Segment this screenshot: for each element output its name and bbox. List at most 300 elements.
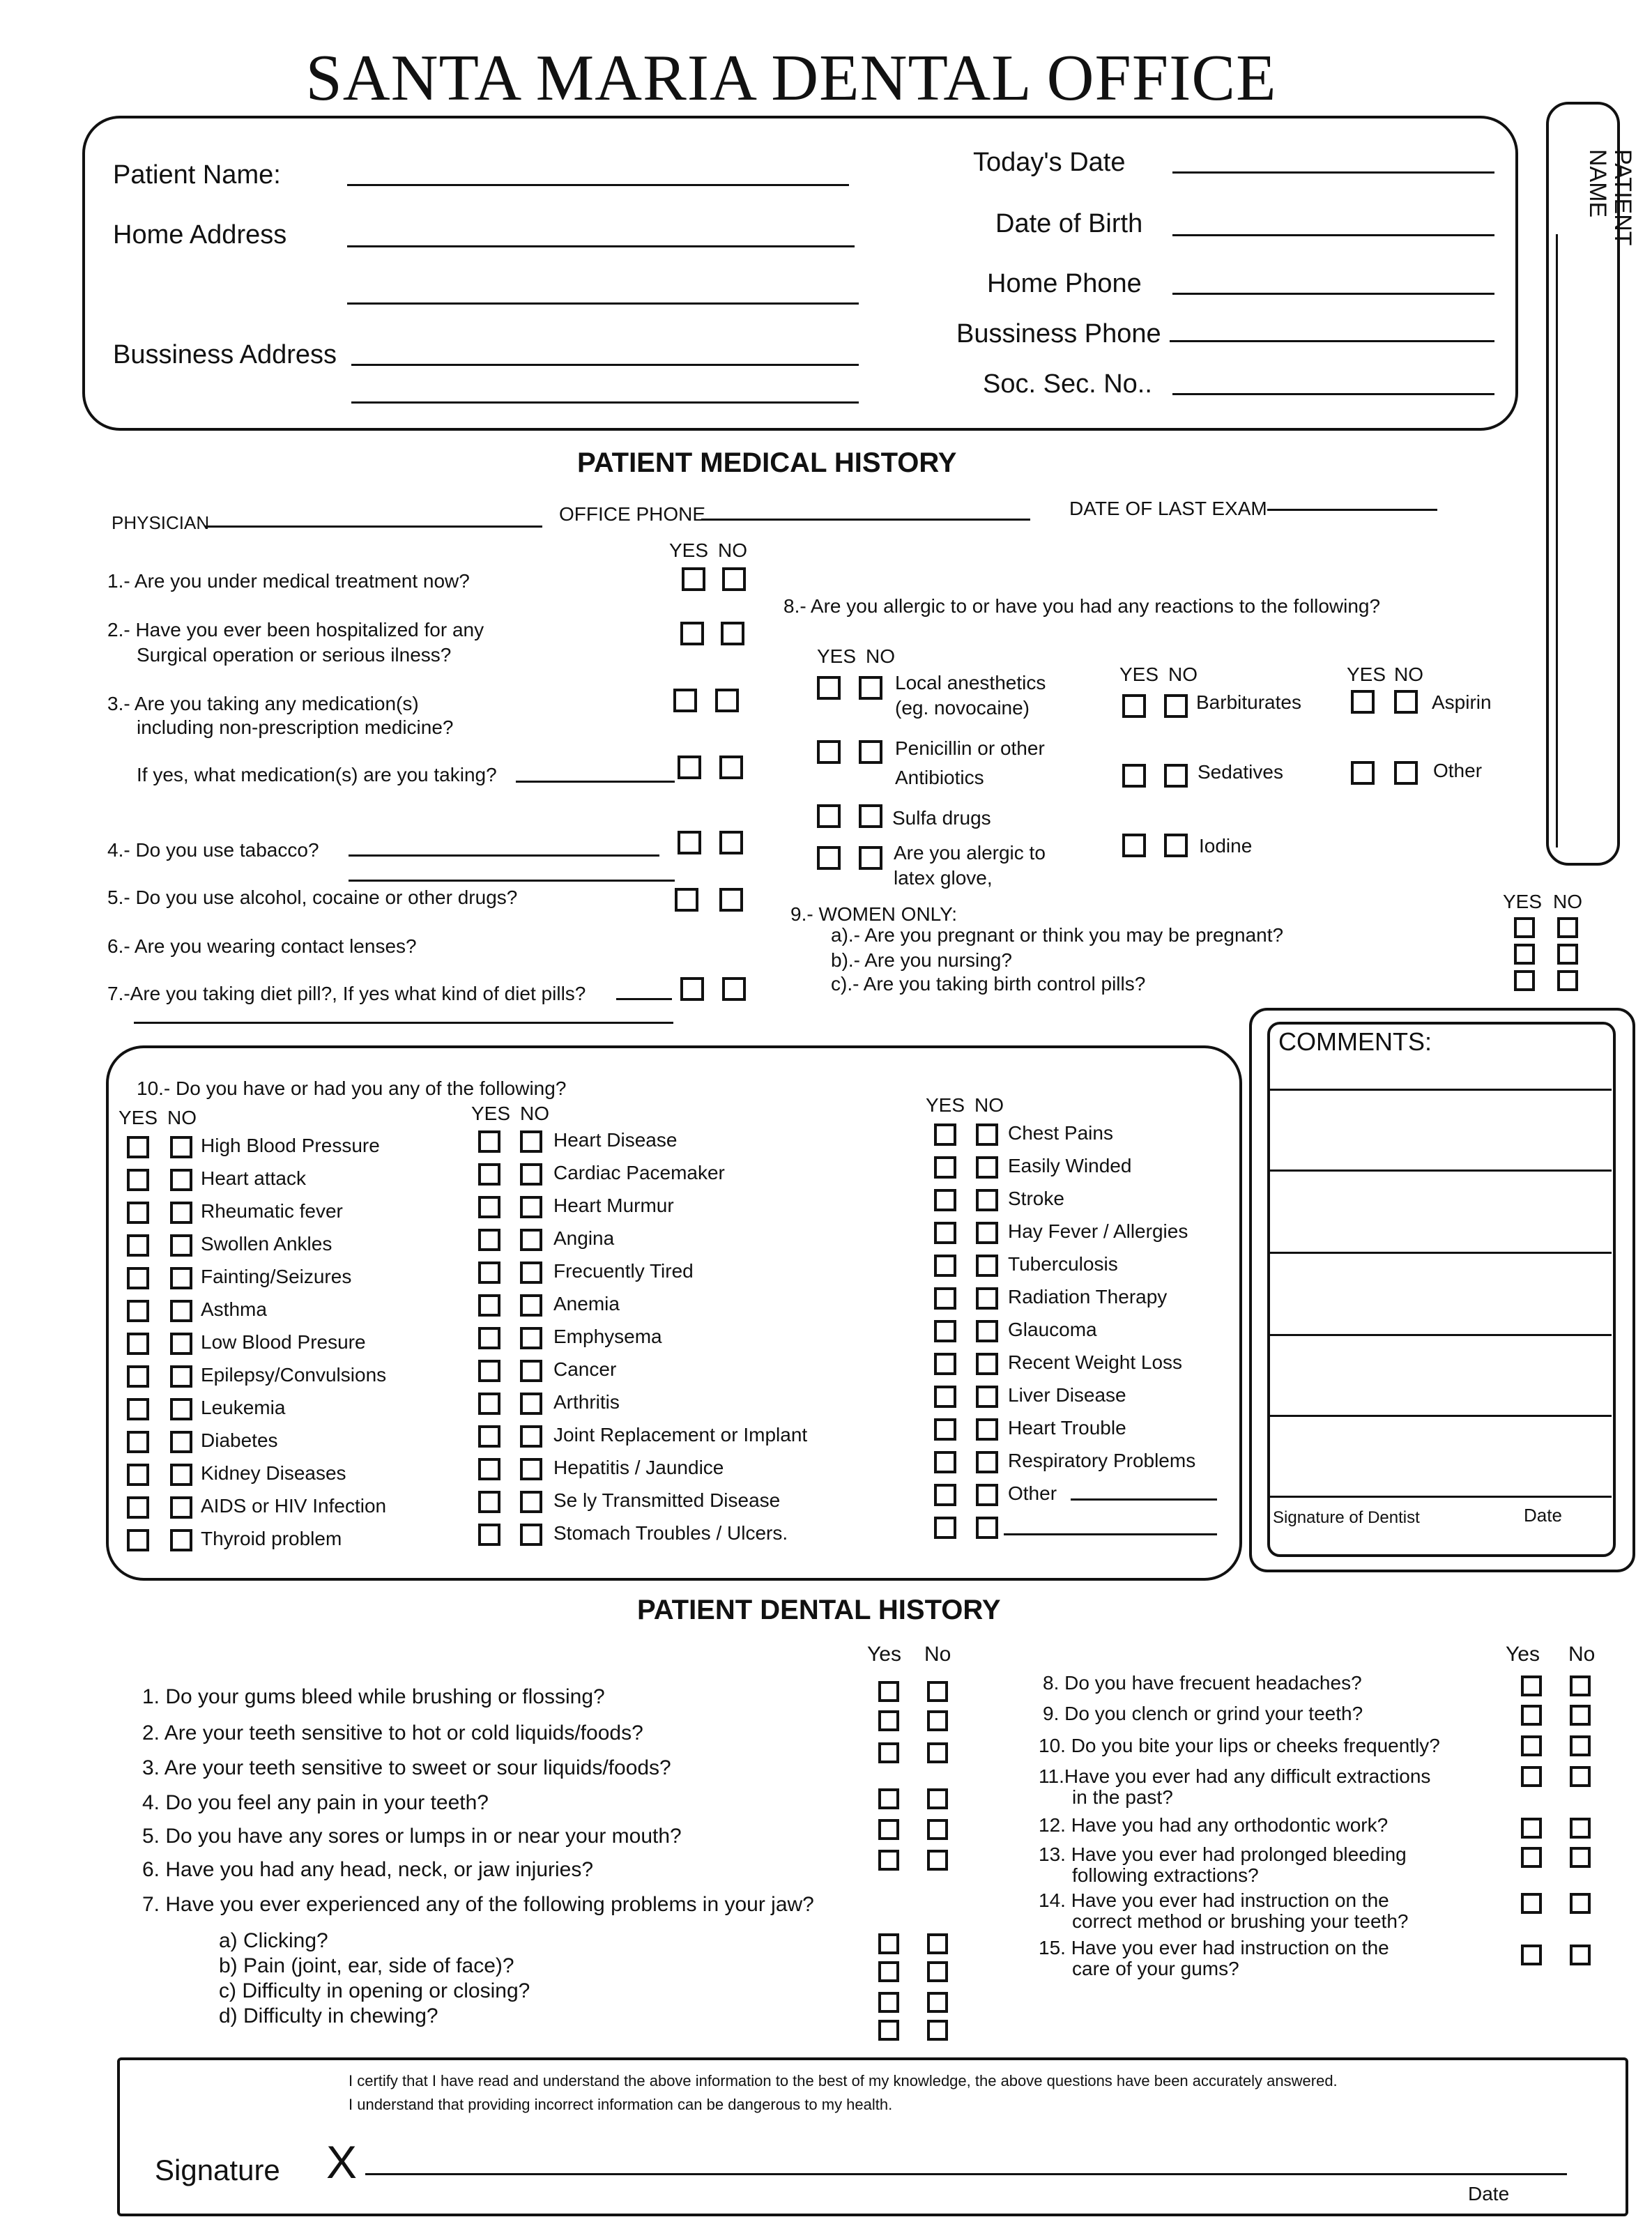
- question-10: 10.- Do you have or had you any of the following?: [137, 1078, 567, 1099]
- condition-col1-8-yes-checkbox[interactable]: [127, 1398, 149, 1420]
- home-phone-field[interactable]: [1172, 293, 1494, 295]
- cond-yes-header-1: YES: [118, 1107, 158, 1128]
- condition-col1-label: Heart attack: [201, 1167, 306, 1189]
- condition-col2-7-yes-checkbox[interactable]: [478, 1360, 500, 1382]
- condition-col3-4-no-checkbox[interactable]: [976, 1255, 998, 1277]
- yes-header: YES: [669, 539, 709, 561]
- dental-right-10-yes-checkbox[interactable]: [1521, 1945, 1542, 1965]
- physician-label: PHYSICIAN: [112, 512, 210, 533]
- condition-col3-7-no-checkbox[interactable]: [976, 1353, 998, 1375]
- condition-col3-6-no-checkbox[interactable]: [976, 1320, 998, 1342]
- condition-col3-7-yes-checkbox[interactable]: [934, 1353, 956, 1375]
- other-allergy-no[interactable]: [1394, 761, 1418, 785]
- allergy-sulfa: Sulfa drugs: [892, 807, 991, 829]
- condition-col1-label: Swollen Ankles: [201, 1233, 332, 1255]
- condition-col1-4-yes-checkbox[interactable]: [127, 1267, 149, 1289]
- condition-col1-7-no-checkbox[interactable]: [170, 1365, 192, 1388]
- condition-col3-label: Liver Disease: [1008, 1384, 1126, 1406]
- condition-col2-label: Angina: [553, 1227, 615, 1249]
- comments-heading: COMMENTS:: [1278, 1027, 1432, 1056]
- cond-no-header-3: NO: [974, 1094, 1004, 1116]
- local-anesthetics-yes[interactable]: [817, 676, 841, 700]
- allergy-pen-b: Antibiotics: [895, 767, 984, 788]
- condition-col3-label: Chest Pains: [1008, 1122, 1113, 1144]
- business-address-field-2[interactable]: [351, 401, 859, 404]
- condition-col3-4-yes-checkbox[interactable]: [934, 1255, 956, 1277]
- condition-col2-0-no-checkbox[interactable]: [520, 1130, 542, 1153]
- jaw-problem: c) Difficulty in opening or closing?: [219, 1979, 530, 2002]
- condition-col1-0-no-checkbox[interactable]: [170, 1136, 192, 1158]
- question-8: 8.- Are you allergic to or have you had any reactions to the following?: [783, 595, 1381, 617]
- q9a-yes-checkbox[interactable]: [1514, 917, 1535, 938]
- condition-col3-label: Heart Trouble: [1008, 1417, 1126, 1439]
- home-address-field-2[interactable]: [347, 302, 859, 305]
- condition-col2-2-yes-checkbox[interactable]: [478, 1196, 500, 1218]
- sedatives-yes[interactable]: [1122, 764, 1146, 788]
- allergy-barbiturates: Barbiturates: [1196, 691, 1301, 713]
- condition-col3-12-no-checkbox[interactable]: [976, 1517, 998, 1539]
- condition-col2-3-no-checkbox[interactable]: [520, 1229, 542, 1251]
- allergy-latex-b: latex glove,: [894, 867, 993, 889]
- condition-col2-1-no-checkbox[interactable]: [520, 1163, 542, 1186]
- q2-no-checkbox[interactable]: [721, 622, 744, 645]
- other-allergy-yes[interactable]: [1351, 761, 1375, 785]
- condition-col2-4-no-checkbox[interactable]: [520, 1261, 542, 1284]
- q4-yes-checkbox[interactable]: [678, 831, 701, 854]
- dentist-date-label: Date: [1524, 1505, 1562, 1526]
- women-yes-header: YES: [1503, 891, 1543, 912]
- condition-col2-5-yes-checkbox[interactable]: [478, 1294, 500, 1317]
- condition-col1-label: Rheumatic fever: [201, 1200, 343, 1222]
- condition-col1-3-no-checkbox[interactable]: [170, 1234, 192, 1257]
- q3c-yes-checkbox[interactable]: [678, 756, 701, 779]
- dental-question-right: 8. Do you have frecuent headaches?: [1043, 1672, 1362, 1694]
- dental-right-3-no-checkbox[interactable]: [1570, 1766, 1591, 1787]
- other-condition-field-2[interactable]: [1004, 1533, 1217, 1535]
- condition-col3-5-yes-checkbox[interactable]: [934, 1287, 956, 1310]
- condition-col3-label: Tuberculosis: [1008, 1253, 1118, 1275]
- patient-name-field[interactable]: [347, 184, 849, 186]
- condition-col2-label: Joint Replacement or Implant: [553, 1424, 808, 1445]
- question-2a: 2.- Have you ever been hospitalized for any: [107, 619, 484, 641]
- condition-col3-label: Glaucoma: [1008, 1319, 1097, 1340]
- jaw-0-no-checkbox[interactable]: [927, 1933, 948, 1954]
- dental-question-right: 9. Do you clench or grind your teeth?: [1043, 1703, 1363, 1724]
- allergy-local-a: Local anesthetics: [895, 672, 1046, 693]
- q2-yes-checkbox[interactable]: [680, 622, 704, 645]
- condition-col3-11-yes-checkbox[interactable]: [934, 1484, 956, 1506]
- condition-col3-9-no-checkbox[interactable]: [976, 1418, 998, 1441]
- cond-yes-header-2: YES: [471, 1103, 511, 1124]
- certify-line-2: I understand that providing incorrect information can be dangerous to my health.: [349, 2096, 893, 2113]
- patient-name-tab-label: [1524, 149, 1636, 246]
- dental-question-2: 2. Are your teeth sensitive to hot or cold liquids/foods?: [142, 1721, 643, 1744]
- jaw-2-yes-checkbox[interactable]: [878, 1992, 899, 2013]
- q9c-no-checkbox[interactable]: [1557, 970, 1578, 991]
- sulfa-no[interactable]: [859, 804, 882, 828]
- condition-col3-label: Recent Weight Loss: [1008, 1351, 1183, 1373]
- condition-col2-7-no-checkbox[interactable]: [520, 1360, 542, 1382]
- allergy-latex-a: Are you alergic to: [894, 842, 1046, 864]
- condition-col1-label: Thyroid problem: [201, 1528, 342, 1549]
- condition-col2-12-no-checkbox[interactable]: [520, 1524, 542, 1546]
- condition-col1-4-no-checkbox[interactable]: [170, 1267, 192, 1289]
- tab-vertical-line: [1556, 234, 1558, 848]
- dental-right-1-yes-checkbox[interactable]: [1521, 1705, 1542, 1726]
- dental-right-2-yes-checkbox[interactable]: [1521, 1735, 1542, 1756]
- condition-col3-2-yes-checkbox[interactable]: [934, 1189, 956, 1211]
- condition-col2-10-yes-checkbox[interactable]: [478, 1458, 500, 1480]
- home-phone-label: Home Phone: [987, 269, 1142, 298]
- question-3a: 3.- Are you taking any medication(s): [107, 693, 419, 714]
- office-phone-field[interactable]: [701, 519, 1030, 521]
- allergy-other: Other: [1433, 760, 1483, 781]
- q7-no-checkbox[interactable]: [722, 977, 746, 1001]
- condition-col1-12-yes-checkbox[interactable]: [127, 1529, 149, 1551]
- condition-col2-2-no-checkbox[interactable]: [520, 1196, 542, 1218]
- condition-col1-9-no-checkbox[interactable]: [170, 1431, 192, 1453]
- condition-col3-6-yes-checkbox[interactable]: [934, 1320, 956, 1342]
- dental-q3-yes-checkbox[interactable]: [878, 1742, 899, 1763]
- dentist-signature-label: Signature of Dentist: [1273, 1508, 1420, 1527]
- condition-col1-6-yes-checkbox[interactable]: [127, 1333, 149, 1355]
- condition-col3-label: Hay Fever / Allergies: [1008, 1220, 1188, 1242]
- q7-yes-checkbox[interactable]: [680, 977, 704, 1001]
- q4-no-checkbox[interactable]: [719, 831, 743, 854]
- condition-col2-8-no-checkbox[interactable]: [520, 1393, 542, 1415]
- medical-history-heading: PATIENT MEDICAL HISTORY: [577, 447, 957, 478]
- cond-no-header-1: NO: [167, 1107, 197, 1128]
- dental-right-1-no-checkbox[interactable]: [1570, 1705, 1591, 1726]
- condition-col2-label: Cancer: [553, 1358, 617, 1380]
- certify-line-1: I certify that I have read and understand the above information to the best of my knowledge, the above questions have been accurately answered.: [349, 2072, 1338, 2089]
- penicillin-yes[interactable]: [817, 740, 841, 764]
- condition-col2-label: Heart Disease: [553, 1129, 678, 1151]
- physician-field[interactable]: [205, 526, 542, 528]
- condition-col2-label: Emphysema: [553, 1326, 662, 1347]
- q3-yes-checkbox[interactable]: [673, 689, 697, 712]
- question-9c: c).- Are you taking birth control pills?: [831, 973, 1146, 995]
- business-phone-label: Bussiness Phone: [956, 319, 1161, 348]
- condition-col3-0-yes-checkbox[interactable]: [934, 1123, 956, 1146]
- condition-col3-label: Radiation Therapy: [1008, 1286, 1168, 1307]
- condition-col2-1-yes-checkbox[interactable]: [478, 1163, 500, 1186]
- dental-q5-no-checkbox[interactable]: [927, 1819, 948, 1840]
- q5-yes-checkbox[interactable]: [675, 888, 698, 912]
- jaw-problem: b) Pain (joint, ear, side of face)?: [219, 1954, 514, 1977]
- jaw-1-yes-checkbox[interactable]: [878, 1961, 899, 1982]
- condition-col2-0-yes-checkbox[interactable]: [478, 1130, 500, 1153]
- condition-col1-label: Kidney Diseases: [201, 1462, 346, 1484]
- q5-no-checkbox[interactable]: [719, 888, 743, 912]
- q1-yes-checkbox[interactable]: [682, 567, 705, 591]
- allergy-no-header-2: NO: [1168, 664, 1198, 685]
- dental-right-5-no-checkbox[interactable]: [1570, 1818, 1591, 1839]
- penicillin-no[interactable]: [859, 740, 882, 764]
- condition-col2-label: Cardiac Pacemaker: [553, 1162, 725, 1183]
- dental-q2-yes-checkbox[interactable]: [878, 1710, 899, 1731]
- home-address-field[interactable]: [347, 245, 855, 247]
- diet-pills-field[interactable]: [616, 998, 672, 1000]
- dental-q1-yes-checkbox[interactable]: [878, 1681, 899, 1702]
- condition-col1-label: Asthma: [201, 1298, 267, 1320]
- comment-line-1[interactable]: [1270, 1089, 1612, 1091]
- signature-date-label: Date: [1468, 2183, 1510, 2204]
- medication-field[interactable]: [516, 781, 675, 783]
- condition-col1-label: Fainting/Seizures: [201, 1266, 352, 1287]
- dental-right-6-yes-checkbox[interactable]: [1521, 1847, 1542, 1868]
- question-9: 9.- WOMEN ONLY:: [790, 903, 958, 925]
- condition-col2-10-no-checkbox[interactable]: [520, 1458, 542, 1480]
- comment-line-5[interactable]: [1270, 1415, 1612, 1417]
- local-anesthetics-no[interactable]: [859, 676, 882, 700]
- todays-date-field[interactable]: [1172, 171, 1494, 174]
- latex-yes[interactable]: [817, 846, 841, 870]
- condition-col3-label: Respiratory Problems: [1008, 1450, 1196, 1471]
- dental-right-10-no-checkbox[interactable]: [1570, 1945, 1591, 1965]
- dental-no-header-right: No: [1568, 1643, 1596, 1666]
- business-phone-field[interactable]: [1170, 340, 1494, 342]
- dental-no-header-left: No: [924, 1643, 951, 1666]
- comment-line-6[interactable]: [1270, 1496, 1612, 1498]
- dental-right-0-no-checkbox[interactable]: [1570, 1675, 1591, 1696]
- condition-col1-12-no-checkbox[interactable]: [170, 1529, 192, 1551]
- dental-question-right: 15. Have you ever had instruction on the: [1039, 1937, 1389, 1958]
- dental-question-right: 11.Have you ever had any difficult extractions: [1039, 1765, 1431, 1787]
- jaw-1-no-checkbox[interactable]: [927, 1961, 948, 1982]
- last-exam-field[interactable]: [1267, 509, 1437, 511]
- comment-line-4[interactable]: [1270, 1334, 1612, 1336]
- signature-field[interactable]: [365, 2173, 1567, 2175]
- condition-col2-9-yes-checkbox[interactable]: [478, 1425, 500, 1448]
- dental-q4-no-checkbox[interactable]: [927, 1788, 948, 1809]
- dental-right-8-no-checkbox[interactable]: [1570, 1893, 1591, 1914]
- date-of-birth-field[interactable]: [1172, 234, 1494, 236]
- condition-col3-5-no-checkbox[interactable]: [976, 1287, 998, 1310]
- question-5: 5.- Do you use alcohol, cocaine or other drugs?: [107, 887, 518, 908]
- condition-col2-12-yes-checkbox[interactable]: [478, 1524, 500, 1546]
- question-9b: b).- Are you nursing?: [831, 949, 1012, 971]
- condition-col3-10-no-checkbox[interactable]: [976, 1451, 998, 1473]
- jaw-3-no-checkbox[interactable]: [927, 2020, 948, 2041]
- tobacco-field-2[interactable]: [349, 880, 675, 882]
- dental-yes-header-left: Yes: [867, 1643, 901, 1666]
- barbiturates-yes[interactable]: [1122, 694, 1146, 718]
- jaw-2-no-checkbox[interactable]: [927, 1992, 948, 2013]
- condition-col3-11-no-checkbox[interactable]: [976, 1484, 998, 1506]
- condition-col3-0-no-checkbox[interactable]: [976, 1123, 998, 1146]
- diet-pills-field-2[interactable]: [134, 1022, 673, 1024]
- comment-line-2[interactable]: [1270, 1169, 1612, 1172]
- question-1: 1.- Are you under medical treatment now?: [107, 570, 470, 592]
- condition-col1-0-yes-checkbox[interactable]: [127, 1136, 149, 1158]
- condition-col1-label: Epilepsy/Convulsions: [201, 1364, 387, 1386]
- allergy-no-header-3: NO: [1394, 664, 1423, 685]
- condition-col2-5-no-checkbox[interactable]: [520, 1294, 542, 1317]
- cond-yes-header-3: YES: [926, 1094, 965, 1116]
- form-title: SANTA MARIA DENTAL OFFICE: [305, 42, 1277, 114]
- condition-col1-label: Leukemia: [201, 1397, 286, 1418]
- allergy-yes-header-2: YES: [1119, 664, 1159, 685]
- question-9a: a).- Are you pregnant or think you may be pregnant?: [831, 924, 1284, 946]
- condition-col1-11-no-checkbox[interactable]: [170, 1496, 192, 1519]
- dental-q3-no-checkbox[interactable]: [927, 1742, 948, 1763]
- condition-col1-10-no-checkbox[interactable]: [170, 1464, 192, 1486]
- dental-q4-yes-checkbox[interactable]: [878, 1788, 899, 1809]
- date-of-birth-label: Date of Birth: [995, 209, 1143, 238]
- condition-col3-12-yes-checkbox[interactable]: [934, 1517, 956, 1539]
- condition-col1-9-yes-checkbox[interactable]: [127, 1431, 149, 1453]
- condition-col1-5-no-checkbox[interactable]: [170, 1300, 192, 1322]
- dental-question-4: 4. Do you feel any pain in your teeth?: [142, 1791, 489, 1814]
- condition-col3-9-yes-checkbox[interactable]: [934, 1418, 956, 1441]
- dental-question-right: 13. Have you ever had prolonged bleeding: [1039, 1843, 1407, 1865]
- iodine-yes[interactable]: [1122, 834, 1146, 857]
- allergy-aspirin: Aspirin: [1432, 691, 1492, 713]
- condition-col1-7-yes-checkbox[interactable]: [127, 1365, 149, 1388]
- jaw-problem: a) Clicking?: [219, 1929, 328, 1952]
- condition-col3-8-no-checkbox[interactable]: [976, 1386, 998, 1408]
- barbiturates-no[interactable]: [1164, 694, 1188, 718]
- dental-question-right: 14. Have you ever had instruction on the: [1039, 1889, 1389, 1911]
- question-4: 4.- Do you use tabacco?: [107, 839, 319, 861]
- dental-q2-no-checkbox[interactable]: [927, 1710, 948, 1731]
- dental-question-right: following extractions?: [1072, 1864, 1259, 1886]
- aspirin-no[interactable]: [1394, 690, 1418, 714]
- dental-question-1: 1. Do your gums bleed while brushing or flossing?: [142, 1685, 605, 1708]
- q1-no-checkbox[interactable]: [722, 567, 746, 591]
- allergy-yes-header-3: YES: [1347, 664, 1386, 685]
- condition-col1-3-yes-checkbox[interactable]: [127, 1234, 149, 1257]
- condition-col3-8-yes-checkbox[interactable]: [934, 1386, 956, 1408]
- dental-q6-yes-checkbox[interactable]: [878, 1850, 899, 1871]
- allergy-no-header-1: NO: [866, 645, 895, 667]
- allergy-iodine: Iodine: [1199, 835, 1253, 857]
- dental-question-right: correct method or brushing your teeth?: [1072, 1910, 1409, 1932]
- condition-col3-10-yes-checkbox[interactable]: [934, 1451, 956, 1473]
- signature-x: X: [326, 2136, 358, 2188]
- condition-col3-label: Easily Winded: [1008, 1155, 1132, 1176]
- tobacco-field[interactable]: [349, 854, 659, 857]
- condition-col1-10-yes-checkbox[interactable]: [127, 1464, 149, 1486]
- ssn-field[interactable]: [1172, 393, 1494, 395]
- condition-col2-6-yes-checkbox[interactable]: [478, 1327, 500, 1349]
- no-header: NO: [718, 539, 747, 561]
- condition-col1-6-no-checkbox[interactable]: [170, 1333, 192, 1355]
- condition-col1-1-no-checkbox[interactable]: [170, 1169, 192, 1191]
- condition-col1-8-no-checkbox[interactable]: [170, 1398, 192, 1420]
- dental-right-8-yes-checkbox[interactable]: [1521, 1893, 1542, 1914]
- condition-col2-11-yes-checkbox[interactable]: [478, 1491, 500, 1513]
- dental-q5-yes-checkbox[interactable]: [878, 1819, 899, 1840]
- dental-q1-no-checkbox[interactable]: [927, 1681, 948, 1702]
- comment-line-3[interactable]: [1270, 1252, 1612, 1254]
- todays-date-label: Today's Date: [973, 148, 1126, 177]
- patient-info-box: [82, 116, 1518, 431]
- dental-question-3: 3. Are your teeth sensitive to sweet or sour liquids/foods?: [142, 1756, 671, 1779]
- condition-col3-1-yes-checkbox[interactable]: [934, 1156, 956, 1179]
- condition-col3-3-no-checkbox[interactable]: [976, 1222, 998, 1244]
- question-3c: If yes, what medication(s) are you taking?: [137, 764, 497, 785]
- q3-no-checkbox[interactable]: [715, 689, 739, 712]
- dental-question-5: 5. Do you have any sores or lumps in or near your mouth?: [142, 1825, 682, 1848]
- dental-question-right: care of your gums?: [1072, 1958, 1239, 1979]
- women-no-header: NO: [1553, 891, 1582, 912]
- q9b-yes-checkbox[interactable]: [1514, 944, 1535, 965]
- comments-inner-box: [1267, 1022, 1616, 1557]
- business-address-label: Bussiness Address: [113, 340, 337, 369]
- office-phone-label: OFFICE PHONE: [559, 503, 706, 525]
- condition-col2-3-yes-checkbox[interactable]: [478, 1229, 500, 1251]
- condition-col2-label: Hepatitis / Jaundice: [553, 1457, 724, 1478]
- q3c-no-checkbox[interactable]: [719, 756, 743, 779]
- dental-right-3-yes-checkbox[interactable]: [1521, 1766, 1542, 1787]
- q9b-no-checkbox[interactable]: [1557, 944, 1578, 965]
- q9a-no-checkbox[interactable]: [1557, 917, 1578, 938]
- other-condition-field[interactable]: [1071, 1498, 1217, 1501]
- condition-col2-9-no-checkbox[interactable]: [520, 1425, 542, 1448]
- condition-col2-8-yes-checkbox[interactable]: [478, 1393, 500, 1415]
- dental-right-5-yes-checkbox[interactable]: [1521, 1818, 1542, 1839]
- condition-col1-5-yes-checkbox[interactable]: [127, 1300, 149, 1322]
- condition-col3-3-yes-checkbox[interactable]: [934, 1222, 956, 1244]
- condition-col3-2-no-checkbox[interactable]: [976, 1189, 998, 1211]
- jaw-0-yes-checkbox[interactable]: [878, 1933, 899, 1954]
- dental-question-right: 12. Have you had any orthodontic work?: [1039, 1814, 1389, 1836]
- dental-right-2-no-checkbox[interactable]: [1570, 1735, 1591, 1756]
- condition-col2-label: Frecuently Tired: [553, 1260, 694, 1282]
- condition-col2-11-no-checkbox[interactable]: [520, 1491, 542, 1513]
- dental-question-right: 10. Do you bite your lips or cheeks frequently?: [1039, 1735, 1440, 1756]
- signature-label: Signature: [155, 2154, 280, 2186]
- condition-col2-label: Arthritis: [553, 1391, 620, 1413]
- condition-col1-1-yes-checkbox[interactable]: [127, 1169, 149, 1191]
- condition-col1-label: AIDS or HIV Infection: [201, 1495, 387, 1517]
- dental-question-7: 7. Have you ever experienced any of the following problems in your jaw?: [142, 1893, 814, 1916]
- jaw-problem: d) Difficulty in chewing?: [219, 2004, 438, 2027]
- business-address-field[interactable]: [351, 364, 859, 366]
- condition-col3-label: Other: [1008, 1482, 1057, 1504]
- condition-col2-label: Stomach Troubles / Ulcers.: [553, 1522, 788, 1544]
- condition-col1-label: Low Blood Presure: [201, 1331, 366, 1353]
- latex-no[interactable]: [859, 846, 882, 870]
- iodine-no[interactable]: [1164, 834, 1188, 857]
- condition-col1-2-yes-checkbox[interactable]: [127, 1202, 149, 1224]
- jaw-3-yes-checkbox[interactable]: [878, 2020, 899, 2041]
- condition-col3-1-no-checkbox[interactable]: [976, 1156, 998, 1179]
- dental-yes-header-right: Yes: [1506, 1643, 1540, 1666]
- condition-col1-label: Diabetes: [201, 1429, 278, 1451]
- last-exam-label: DATE OF LAST EXAM: [1069, 498, 1267, 519]
- q9c-yes-checkbox[interactable]: [1514, 970, 1535, 991]
- dental-q6-no-checkbox[interactable]: [927, 1850, 948, 1871]
- allergy-pen-a: Penicillin or other: [895, 737, 1045, 759]
- allergy-yes-header-1: YES: [817, 645, 857, 667]
- sulfa-yes[interactable]: [817, 804, 841, 828]
- cond-no-header-2: NO: [520, 1103, 549, 1124]
- condition-col1-11-yes-checkbox[interactable]: [127, 1496, 149, 1519]
- sedatives-no[interactable]: [1164, 764, 1188, 788]
- condition-col2-6-no-checkbox[interactable]: [520, 1327, 542, 1349]
- dental-right-6-no-checkbox[interactable]: [1570, 1847, 1591, 1868]
- question-6: 6.- Are you wearing contact lenses?: [107, 935, 417, 957]
- dental-history-heading: PATIENT DENTAL HISTORY: [637, 1595, 1001, 1625]
- dental-right-0-yes-checkbox[interactable]: [1521, 1675, 1542, 1696]
- condition-col2-4-yes-checkbox[interactable]: [478, 1261, 500, 1284]
- aspirin-yes[interactable]: [1351, 690, 1375, 714]
- tab-label-line2: NAME: [1584, 149, 1611, 218]
- condition-col1-2-no-checkbox[interactable]: [170, 1202, 192, 1224]
